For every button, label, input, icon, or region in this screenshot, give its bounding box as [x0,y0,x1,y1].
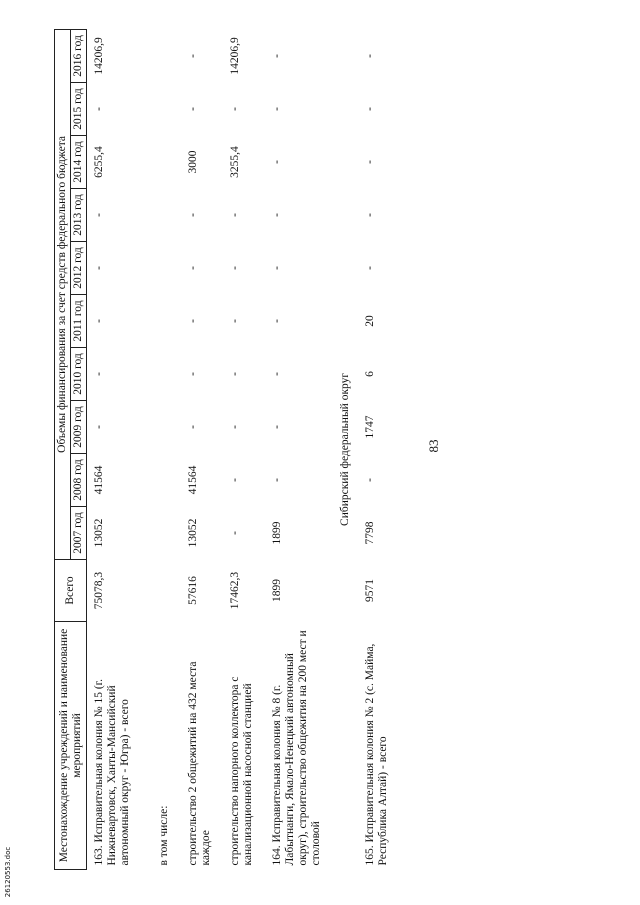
header-year: 2008 год [71,454,87,507]
row-value: - [271,266,283,270]
row-value: 41564 [187,465,199,495]
table-row [358,29,400,869]
row-value: - [229,531,241,535]
row-value: - [364,160,376,164]
header-year: 2013 год [71,189,87,242]
table-row [223,29,265,869]
district-row [333,29,358,869]
row-value: - [364,107,376,111]
table-row [87,29,143,869]
row-value: - [229,372,241,376]
row-value: - [187,54,199,58]
row-value: - [187,107,199,111]
row-value: 1899 [271,521,283,545]
row-value: - [229,478,241,482]
header-year: 2011 год [71,295,87,348]
header-year: 2010 год [71,348,87,401]
row-name: в том числе: [158,805,170,866]
row-total: 1899 [271,579,283,602]
row-value: - [93,372,105,376]
row-value: - [271,319,283,323]
header-year: 2014 год [71,136,87,189]
row-value: 7798 [364,521,376,545]
row-value: - [229,425,241,429]
header-name: Местонахождение учреждений и наименование мероприятий [55,622,87,870]
row-value: - [364,478,376,482]
row-name: строительство напорного коллектора с канализационной насосной станцией [229,676,254,866]
row-value: 20 [364,315,376,327]
row-value: - [93,266,105,270]
row-name: строительство 2 общежитий на 432 места каждое [187,661,212,866]
row-value: - [364,266,376,270]
row-value: - [93,319,105,323]
file-name-footer: 26120553.doc [4,846,12,898]
row-value: - [229,319,241,323]
header-group: Объемы финансирования за счет средств федерального бюджета [55,29,71,559]
table-row [181,29,223,869]
header-year: 2016 год [71,29,87,82]
row-value: - [187,372,199,376]
row-value: 3000 [187,150,199,174]
row-value: - [271,213,283,217]
row-value: - [364,54,376,58]
row-value: - [93,107,105,111]
row-value: 41564 [93,465,105,495]
page-number: 83 [426,439,441,453]
row-value: 1747 [364,415,376,439]
row-value: 13052 [187,518,199,548]
row-value: 6 [364,371,376,377]
row-name: 164. Исправительная колония № 8 (г. Лабытнанги, Ямало-Ненецкий автономный округ), строительство общежития на 200 мест и столовой [271,630,322,866]
row-value: - [93,425,105,429]
financing-table [54,29,400,870]
header-year: 2015 год [71,83,87,136]
row-total: 9571 [364,579,376,602]
row-value: - [271,425,283,429]
row-value: - [187,425,199,429]
row-value: 3255,4 [229,146,241,178]
row-value: - [93,213,105,217]
row-name: 165. Исправительная колония № 2 (с. Майма, Республика Алтай) - всего [364,643,389,866]
row-value: - [364,213,376,217]
table-row [265,29,333,869]
header-total: Всего [55,560,87,622]
row-total: 17462,3 [229,571,241,610]
row-value: - [187,213,199,217]
row-total: 75078,3 [93,571,105,610]
row-value: 6255,4 [93,146,105,178]
row-value: - [229,266,241,270]
row-value: - [271,54,283,58]
row-value: - [229,213,241,217]
table-row [142,29,181,869]
row-value: - [187,266,199,270]
row-value: - [271,478,283,482]
rotated-table-container [54,30,624,870]
header-year: 2012 год [71,242,87,295]
row-value: - [187,319,199,323]
row-value: - [229,107,241,111]
row-value: - [271,372,283,376]
row-total: 57616 [187,576,199,605]
district-heading: Сибирский федеральный округ [339,372,351,526]
row-value: 14206,9 [229,37,241,75]
row-value: 13052 [93,518,105,548]
header-year: 2007 год [71,507,87,560]
row-value: - [271,160,283,164]
row-value: - [271,107,283,111]
row-name: 163. Исправительная колония № 15 (г. Нижневартовск, Ханты-Мансийский автономный округ - Югра) - всего [93,679,131,866]
header-year: 2009 год [71,401,87,454]
row-value: 14206,9 [93,37,105,75]
